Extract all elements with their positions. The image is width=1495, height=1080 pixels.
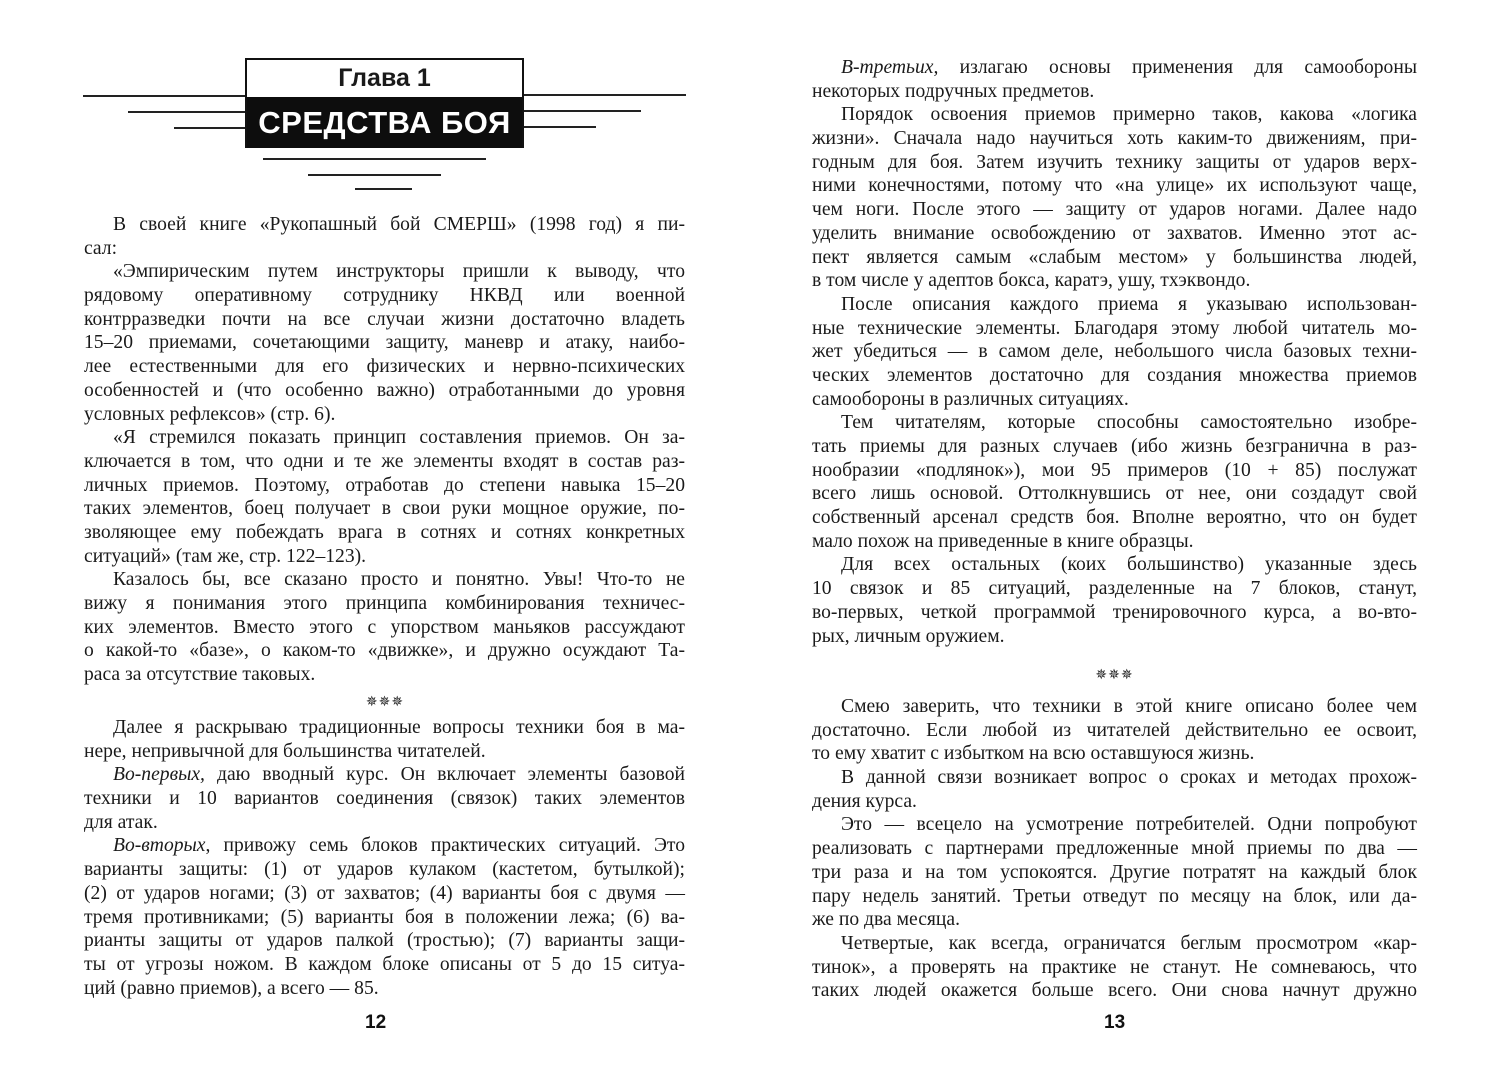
line-text: В данной связи возникает вопрос о сроках и методах прохож- [841,767,1417,789]
header-rule [174,127,246,129]
text-line [84,977,685,1001]
text-line [812,719,1417,743]
header-rule [263,158,486,160]
text-line [812,459,1417,483]
text-line [812,317,1417,341]
text-line [812,388,1417,412]
text-line [812,695,1417,719]
text-line [812,742,1417,766]
line-text: тинок», а проверять на практике не станут. Не сомневаюсь, что [812,956,1417,978]
line-text: собственный арсенал средств боя. Вполне вероятно, что он будет [812,507,1417,529]
chapter-number: Глава 1 [338,64,431,92]
line-text: личных приемов. Поэтому, отработав до степени навыка 15–20 [84,474,685,496]
text-block [812,695,1417,1003]
line-text: вижу я понимания этого принципа комбинирования техничес- [84,593,685,614]
line-text: , привожу семь блоков практических ситуаций. Это [205,835,685,857]
text-line [812,174,1417,198]
text-line [84,474,685,498]
line-text: «Эмпирическим путем инструкторы пришли к выводу, что [113,261,685,283]
text-line [812,151,1417,175]
line-text: рианты защиты от ударов палкой (тростью); (7) варианты защи- [84,930,685,952]
text-line [84,663,685,687]
text-line [84,929,685,953]
line-text: во-первых, четкой программой тренировочного курса, а во-вто- [812,601,1417,623]
text-line [812,553,1417,577]
line-text: тать приемы для разных случаев (ибо жизнь безгранична в раз- [812,436,1417,457]
header-rule [128,111,246,113]
line-text: чем ноги. После этого — защиту от ударов ногами. Далее надо [812,199,1417,221]
text-line [812,979,1417,1003]
line-text: уделить внимание освобождению от захватов. Именно этот ас- [812,222,1417,244]
section-separator-stars: ✵✵✵ [1095,668,1134,683]
page-number: 12 [365,1012,387,1033]
line-text: пару недель занятий. Третьи отведут по месяцу на блок, или да- [812,885,1417,907]
line-text: ческих элементов достаточно для создания множества приемов [812,364,1417,386]
line-text: (2) от ударов ногами; (3) от захватов; (4) варианты боя с двумя — [84,882,685,904]
line-text: дения курса. [812,790,917,812]
line-text: о какой-то «базе», о каком-то «движке», и дружно осуждают Та- [84,640,685,662]
text-line [84,331,685,355]
line-text: для атак. [84,811,158,833]
chapter-heading-box [245,58,524,148]
text-line [812,625,1417,649]
text-line [84,426,685,450]
text-line [812,293,1417,317]
emphasis-text: Во-вторых [113,835,206,857]
emphasis-text: Во-первых, [113,764,205,786]
line-text: три раза и на том успокоятся. Другие потратят на каждый блок [812,861,1417,883]
text-line [84,592,685,616]
line-text: Далее я раскрываю традиционные вопросы техники боя в ма- [113,717,685,738]
line-text: В своей книге «Рукопашный бой СМЕРШ» (1998 год) я пи- [113,214,685,235]
line-text: «Я стремился показать принцип составления приемов. Он за- [113,427,685,449]
text-line [812,790,1417,814]
line-text: же по два месяца. [812,909,960,931]
text-line [84,213,685,237]
line-text: Четвертые, как всегда, ограничатся беглым просмотром «кар- [841,932,1417,954]
text-line [84,787,685,811]
text-line [812,885,1417,909]
line-text: варианты защиты: (1) от ударов кулаком (кастетом, бутылкой); [84,859,685,881]
text-line [812,56,1417,80]
text-line [84,237,685,261]
text-line [84,740,685,764]
header-rule [83,95,246,97]
line-text: достаточно. Если любой из читателей действительно ее освоит, [812,719,1417,741]
text-line [812,482,1417,506]
header-rule [523,110,641,112]
line-text: в том числе у адептов бокса, каратэ, ушу, тхэквондо. [812,270,1251,292]
text-line [84,834,685,858]
text-line [84,811,685,835]
text-block [84,716,685,1000]
line-text: техники и 10 вариантов соединения (связок) таких элементов [84,788,685,810]
line-text: особенностей и (что особенно важно) отработанными до уровня [84,379,685,401]
line-text: Порядок освоения приемов примерно таков, какова «логика [841,104,1417,126]
line-text: 15–20 приемами, сочетающими защиту, маневр и атаку, наибо- [84,332,685,354]
header-rule [308,174,441,176]
line-text: нообразии «подлянок»), мои 95 примеров (10 + 85) послужат [812,459,1417,481]
line-text: ситуаций» (там же, стр. 122–123). [84,545,367,567]
line-text: ких элементов. Вместо этого с упорством маньяков рассуждают [84,616,685,638]
line-text: нере, непривычной для большинства читателей. [84,740,486,762]
line-text: ними конечностями, потому что «на улице» их используют чаще, [812,175,1417,197]
text-line [812,932,1417,956]
line-text: тремя противниками; (5) варианты боя в положении лежа; (6) ва- [84,906,685,928]
text-line [812,269,1417,293]
text-line [84,906,685,930]
text-line [812,435,1417,459]
right-page [747,0,1495,1080]
text-line [812,103,1417,127]
line-text: Смею заверить, что техники в этой книге описано более чем [841,696,1417,717]
line-text: Казалось бы, все сказано просто и понятно. Увы! Что-то не [113,569,685,591]
header-rule [523,94,686,96]
text-line [84,379,685,403]
line-text: даю вводный курс. Он включает элементы базовой [204,764,685,786]
text-line [84,545,685,569]
line-text: мало похож на приведенные в книге образцы. [812,530,1194,552]
text-line [84,716,685,740]
text-line [812,411,1417,435]
line-text: сал: [84,237,118,259]
text-line [84,521,685,545]
line-text: ций (равно приемов), а всего — 85. [84,977,379,999]
text-line [812,577,1417,601]
text-line [812,340,1417,364]
text-line [84,450,685,474]
line-text: таких людей окажется больше всего. Они снова начнут дружно [812,980,1417,1002]
line-text: излагаю основы применения для самообороны [938,57,1417,78]
line-text: Для всех остальных (коих большинство) указанные здесь [841,554,1417,576]
line-text: зволяющее ему побеждать врага в сотнях и сотнях конкретных [84,521,685,543]
text-line [812,506,1417,530]
line-text: годным для боя. Затем изучить технику защиты от ударов верх- [812,151,1417,173]
text-line [812,601,1417,625]
line-text: некоторых подручных предметов. [812,80,1095,102]
text-line [84,355,685,379]
header-rule [355,188,412,190]
line-text: рядовому оперативному сотруднику НКВД или военной [84,285,685,307]
line-text: условных рефлексов» (стр. 6). [84,403,336,425]
text-line [812,222,1417,246]
line-text: 10 связок и 85 ситуаций, разделенные на 7 блоков, станут, [812,578,1417,600]
section-separator-stars: ✵✵✵ [365,695,405,710]
line-text: ты от угрозы ножом. В каждом блоке описаны от 5 до 15 ситуа- [84,953,685,975]
chapter-title: СРЕДСТВА БОЯ [247,97,522,148]
text-line [84,882,685,906]
text-line [812,198,1417,222]
text-line [84,308,685,332]
text-line [812,813,1417,837]
line-text: жизни». Сначала надо научиться хоть каким-то движениям, при- [812,128,1417,150]
page-number: 13 [1104,1012,1126,1033]
line-text: жет убедиться — в самом деле, небольшого числа базовых техни- [812,341,1417,363]
text-line [84,616,685,640]
text-block [812,56,1417,648]
text-line [812,246,1417,270]
line-text: таких элементов, боец получает в свои руки мощное оружие, по- [84,498,685,520]
line-text: самообороны в различных ситуациях. [812,388,1129,410]
line-text: ключается в том, что одни и те же элементы входят в состав раз- [84,450,685,472]
text-line [84,858,685,882]
text-line [84,639,685,663]
text-line [812,956,1417,980]
line-text: раса за отсутствие таковых. [84,664,316,686]
line-text: рых, личным оружием. [812,625,1005,647]
emphasis-text: В-третьих, [841,57,939,78]
text-line [812,861,1417,885]
text-line [812,80,1417,104]
text-line [84,260,685,284]
line-text: всего лишь основой. Оттолкнувшись от нее, они создадут свой [812,483,1417,505]
line-text: лее естественными для его физических и нервно-психических [84,356,685,378]
text-line [84,497,685,521]
line-text: Тем читателям, которые способны самостоятельно изобре- [841,412,1417,434]
line-text: реализовать с партнерами предложенные мной приемы по два — [812,838,1417,860]
text-line [812,837,1417,861]
text-line [812,908,1417,932]
left-page [0,0,747,1080]
line-text: то ему хватит с избытком на всю оставшуюся жизнь. [812,743,1255,765]
line-text: ные технические элементы. Благодаря этому любой читатель мо- [812,317,1417,339]
text-line [84,284,685,308]
text-line [84,403,685,427]
text-line [84,568,685,592]
text-line [812,364,1417,388]
line-text: После описания каждого приема я указываю использован- [841,293,1417,315]
text-line [84,953,685,977]
header-rule [523,126,596,128]
text-line [84,763,685,787]
line-text: контрразведки почти на все случаи жизни достаточно владеть [84,308,685,330]
text-block [84,213,685,687]
text-line [812,127,1417,151]
text-line [812,766,1417,790]
line-text: Это — всецело на усмотрение потребителей. Одни попробуют [841,814,1417,836]
line-text: пект является самым «слабым местом» у большинства людей, [812,246,1417,268]
text-line [812,530,1417,554]
